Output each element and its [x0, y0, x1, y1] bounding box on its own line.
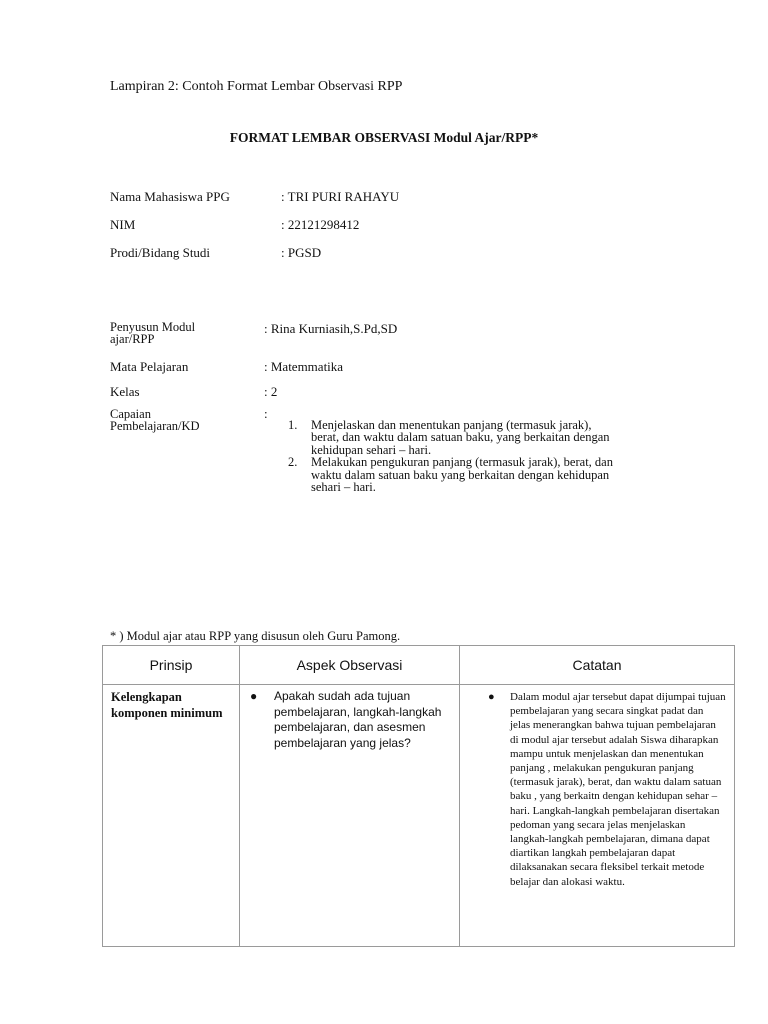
cp-item-number: 2. [288, 455, 298, 470]
header-aspek-observasi: Aspek Observasi [240, 646, 460, 685]
document-title: FORMAT LEMBAR OBSERVASI Modul Ajar/RPP* [229, 130, 539, 145]
cp-list [288, 419, 618, 493]
note-cell [460, 685, 735, 947]
module-author-value: : Rina Kurniasih,S.Pd,SD [264, 321, 398, 336]
principle-cell [103, 685, 240, 947]
student-name-value: : TRI PURI RAHAYU [281, 189, 400, 204]
table-header-row [103, 646, 735, 685]
cp-item-text: Melakukan pengukuran panjang (termasuk jarak), berat, dan waktu dalam satuan baku yang berkaitan dengan kehidupan sehari – hari. [311, 455, 613, 495]
cp-colon: : [264, 406, 268, 421]
cp-item-text: Menjelaskan dan menentukan panjang (termasuk jarak), berat, dan waktu dalam satuan baku, yang berkaitan dengan kehidupan sehari – hari. [311, 418, 610, 457]
cp-label: Capaian Pembelajaran/KD [110, 407, 200, 433]
observation-table [102, 645, 735, 947]
cp-item-number: 1. [288, 418, 298, 432]
header-catatan: Catatan [460, 646, 735, 685]
bullet-icon: ● [250, 689, 258, 703]
student-name-label: Nama Mahasiswa PPG [110, 189, 230, 204]
cp-list-item [288, 419, 618, 456]
footnote: * ) Modul ajar atau RPP yang disusun oleh Guru Pamong. [110, 629, 401, 643]
cp-list-item [288, 456, 618, 493]
principle-text: Kelengkapan komponen minimum [111, 690, 223, 720]
appendix-heading: Lampiran 2: Contoh Format Lembar Observasi RPP [110, 79, 403, 94]
prodi-value: : PGSD [281, 245, 322, 260]
class-label: Kelas [110, 384, 140, 399]
prodi-label: Prodi/Bidang Studi [110, 245, 211, 260]
nim-label: NIM [110, 217, 136, 232]
table-row [103, 685, 735, 947]
aspect-text: Apakah sudah ada tujuan pembelajaran, langkah-langkah pembelajaran, dan asesmen pembelajaran yang jelas? [274, 689, 442, 750]
note-text: Dalam modul ajar tersebut dapat dijumpai tujuan pembelajaran yang secara singkat padat dan jelas menerangkan bahwa tujuan pembelajaran di modul ajar tersebut adalah Siswa diharapkan mampu untuk menjelaskan dan menentukan panjang , melakukan pengukuran panjang (termasuk jarak), berat, dan waktu dalam satuan baku , yang berkaitn dengan kehidupan sehar – hari. Langkah-langkah pembelajaran disertakan pedoman yang secara jelas menjelaskan langkah-langkah pembelajaran, dimana dapat diartikan langkah pembelajaran dapat dilaksanakan secara fleksibel terkait metode belajar dan alokasi waktu. [510, 691, 726, 888]
aspect-cell [240, 685, 460, 947]
module-author-label: Penyusun Modul ajar/RPP [110, 320, 196, 346]
class-value: : 2 [264, 384, 278, 399]
subject-value: : Matemmatika [264, 359, 344, 374]
nim-value: : 22121298412 [281, 217, 360, 232]
header-prinsip: Prinsip [103, 646, 240, 685]
subject-label: Mata Pelajaran [110, 359, 189, 374]
bullet-icon: ● [488, 691, 495, 703]
